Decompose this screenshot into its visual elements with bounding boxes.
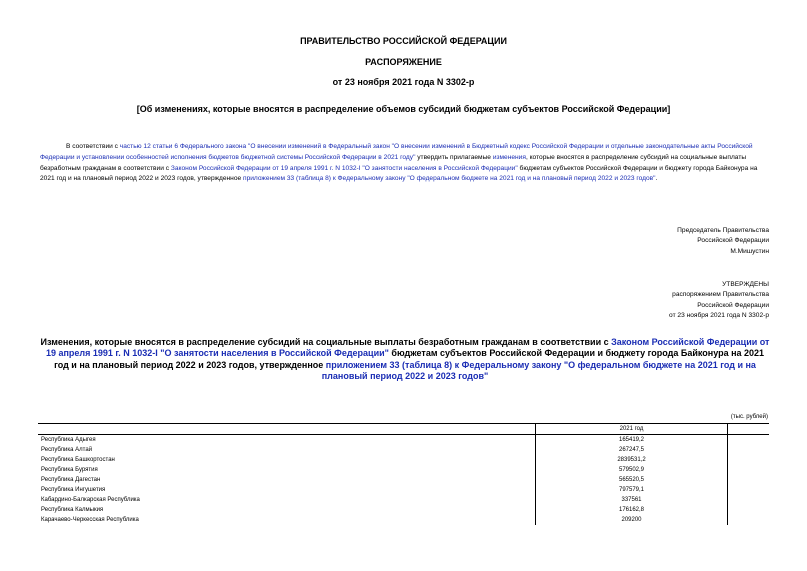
subsidies-table [38, 423, 769, 525]
region-value: 176162,8 [535, 505, 727, 515]
table-header-row [38, 424, 769, 435]
table-units: (тыс. рублей) [730, 414, 768, 420]
region-name: Республика Бурятия [41, 467, 98, 473]
region-name: Республика Ингушетия [41, 487, 106, 493]
table-row [38, 435, 769, 446]
preamble-text: . [655, 175, 658, 183]
changes-link[interactable]: изменения [492, 153, 526, 161]
table-row [38, 455, 769, 465]
document-date-number: от 23 ноября 2021 года N 3302-р [332, 77, 475, 87]
employment-law-link[interactable]: Законом Российской Федерации от 19 апреля 1991 г. N 1032-I "О занятости населения в Российской Федерации" [45, 337, 770, 359]
document-type: РАСПОРЯЖЕНИЕ [365, 57, 442, 67]
approval-by: распоряжением Правительства [672, 291, 769, 299]
preamble-text: В соответствии с [66, 143, 120, 150]
region-value: 337561 [535, 495, 727, 505]
region-value: 797579,1 [535, 485, 727, 495]
region-name: Республика Дагестан [41, 477, 101, 483]
table-row [38, 445, 769, 455]
approval-block [669, 280, 769, 322]
signature-block [677, 226, 769, 257]
table-row [38, 515, 769, 525]
region-name: Республика Калмыкия [41, 507, 104, 513]
region-name: Республика Алтай [41, 447, 93, 453]
region-value: 2839531,2 [535, 455, 727, 465]
table-row [38, 475, 769, 485]
region-name: Республика Адыгея [41, 437, 96, 443]
changes-title-text: бюджетам субъектов Российской Федерации и бюджету города Байконура на 2021 год и на плановый период 2022 и 2023 годов, утвержденное [54, 348, 765, 370]
table-row [38, 485, 769, 495]
region-value: 267247,5 [535, 445, 727, 455]
signature-name: М.Мишустин [730, 247, 769, 255]
approval-date: от 23 ноября 2021 года N 3302-р [669, 312, 769, 320]
changes-title [40, 337, 770, 383]
document-subject: [Об изменениях, которые вносятся в распределение объемов субсидий бюджетам субъектов Российской Федерации] [136, 104, 671, 114]
header-region [38, 424, 535, 435]
budget-law-appendix-link[interactable]: приложением 33 (таблица 8) к Федеральному закону "О федеральном бюджете на 2021 год и на плановый период 2022 и 2023 годов" [243, 175, 656, 183]
table-row [38, 495, 769, 505]
preamble-text: , которые вносятся в распределение субсидий на социальные выплаты безработным гражданам в соответствии с [40, 153, 747, 172]
preamble-text: утвердить прилагаемые [415, 153, 493, 161]
budget-law-appendix-link[interactable]: приложением 33 (таблица 8) к Федеральному закону "О федеральном бюджете на 2021 год и на плановый период 2022 и 2023 годов" [321, 359, 756, 382]
signature-country: Российской Федерации [697, 237, 769, 245]
changes-title-text: Изменения, которые вносятся в распределение субсидий на социальные выплаты безработным гражданам в соответствии с [40, 337, 612, 347]
region-name: Кабардино-Балкарская Республика [41, 497, 140, 503]
approval-stamp: УТВЕРЖДЕНЫ [722, 281, 769, 288]
table-row [38, 505, 769, 515]
preamble-text: бюджетам субъектов Российской Федерации и бюджету города Байконура на 2021 год и на плановый период 2022 и 2023 годов, утвержденное [40, 164, 758, 183]
region-value: 579502,9 [535, 465, 727, 475]
employment-law-link[interactable]: Законом Российской Федерации от 19 апреля 1991 г. N 1032-I "О занятости населения в Российской Федерации" [170, 164, 518, 172]
approval-country: Российской Федерации [697, 301, 769, 309]
law-link-part12[interactable]: частью 12 статьи 6 Федерального закона "О внесении изменений в Федеральный закон "О внесении изменений в Бюджетный кодекс Российской Федерации и отдельные законодательные акты Российской Федерации и установлении особенностей исполнения бюджетов бюджетной системы Российской Федерации в 2021 году" [40, 143, 753, 161]
signature-position: Председатель Правительства [677, 227, 769, 234]
region-value: 565520,5 [535, 475, 727, 485]
preamble-paragraph [40, 142, 770, 185]
table-row [38, 465, 769, 475]
header-empty [728, 424, 769, 435]
region-name: Карачаево-Черкесская Республика [41, 517, 139, 523]
document-authority: ПРАВИТЕЛЬСТВО РОССИЙСКОЙ ФЕДЕРАЦИИ [300, 36, 507, 46]
header-year: 2021 год [535, 424, 727, 435]
region-name: Республика Башкортостан [41, 457, 115, 463]
region-value: 165419,2 [535, 435, 727, 446]
region-value: 209200 [535, 515, 727, 525]
